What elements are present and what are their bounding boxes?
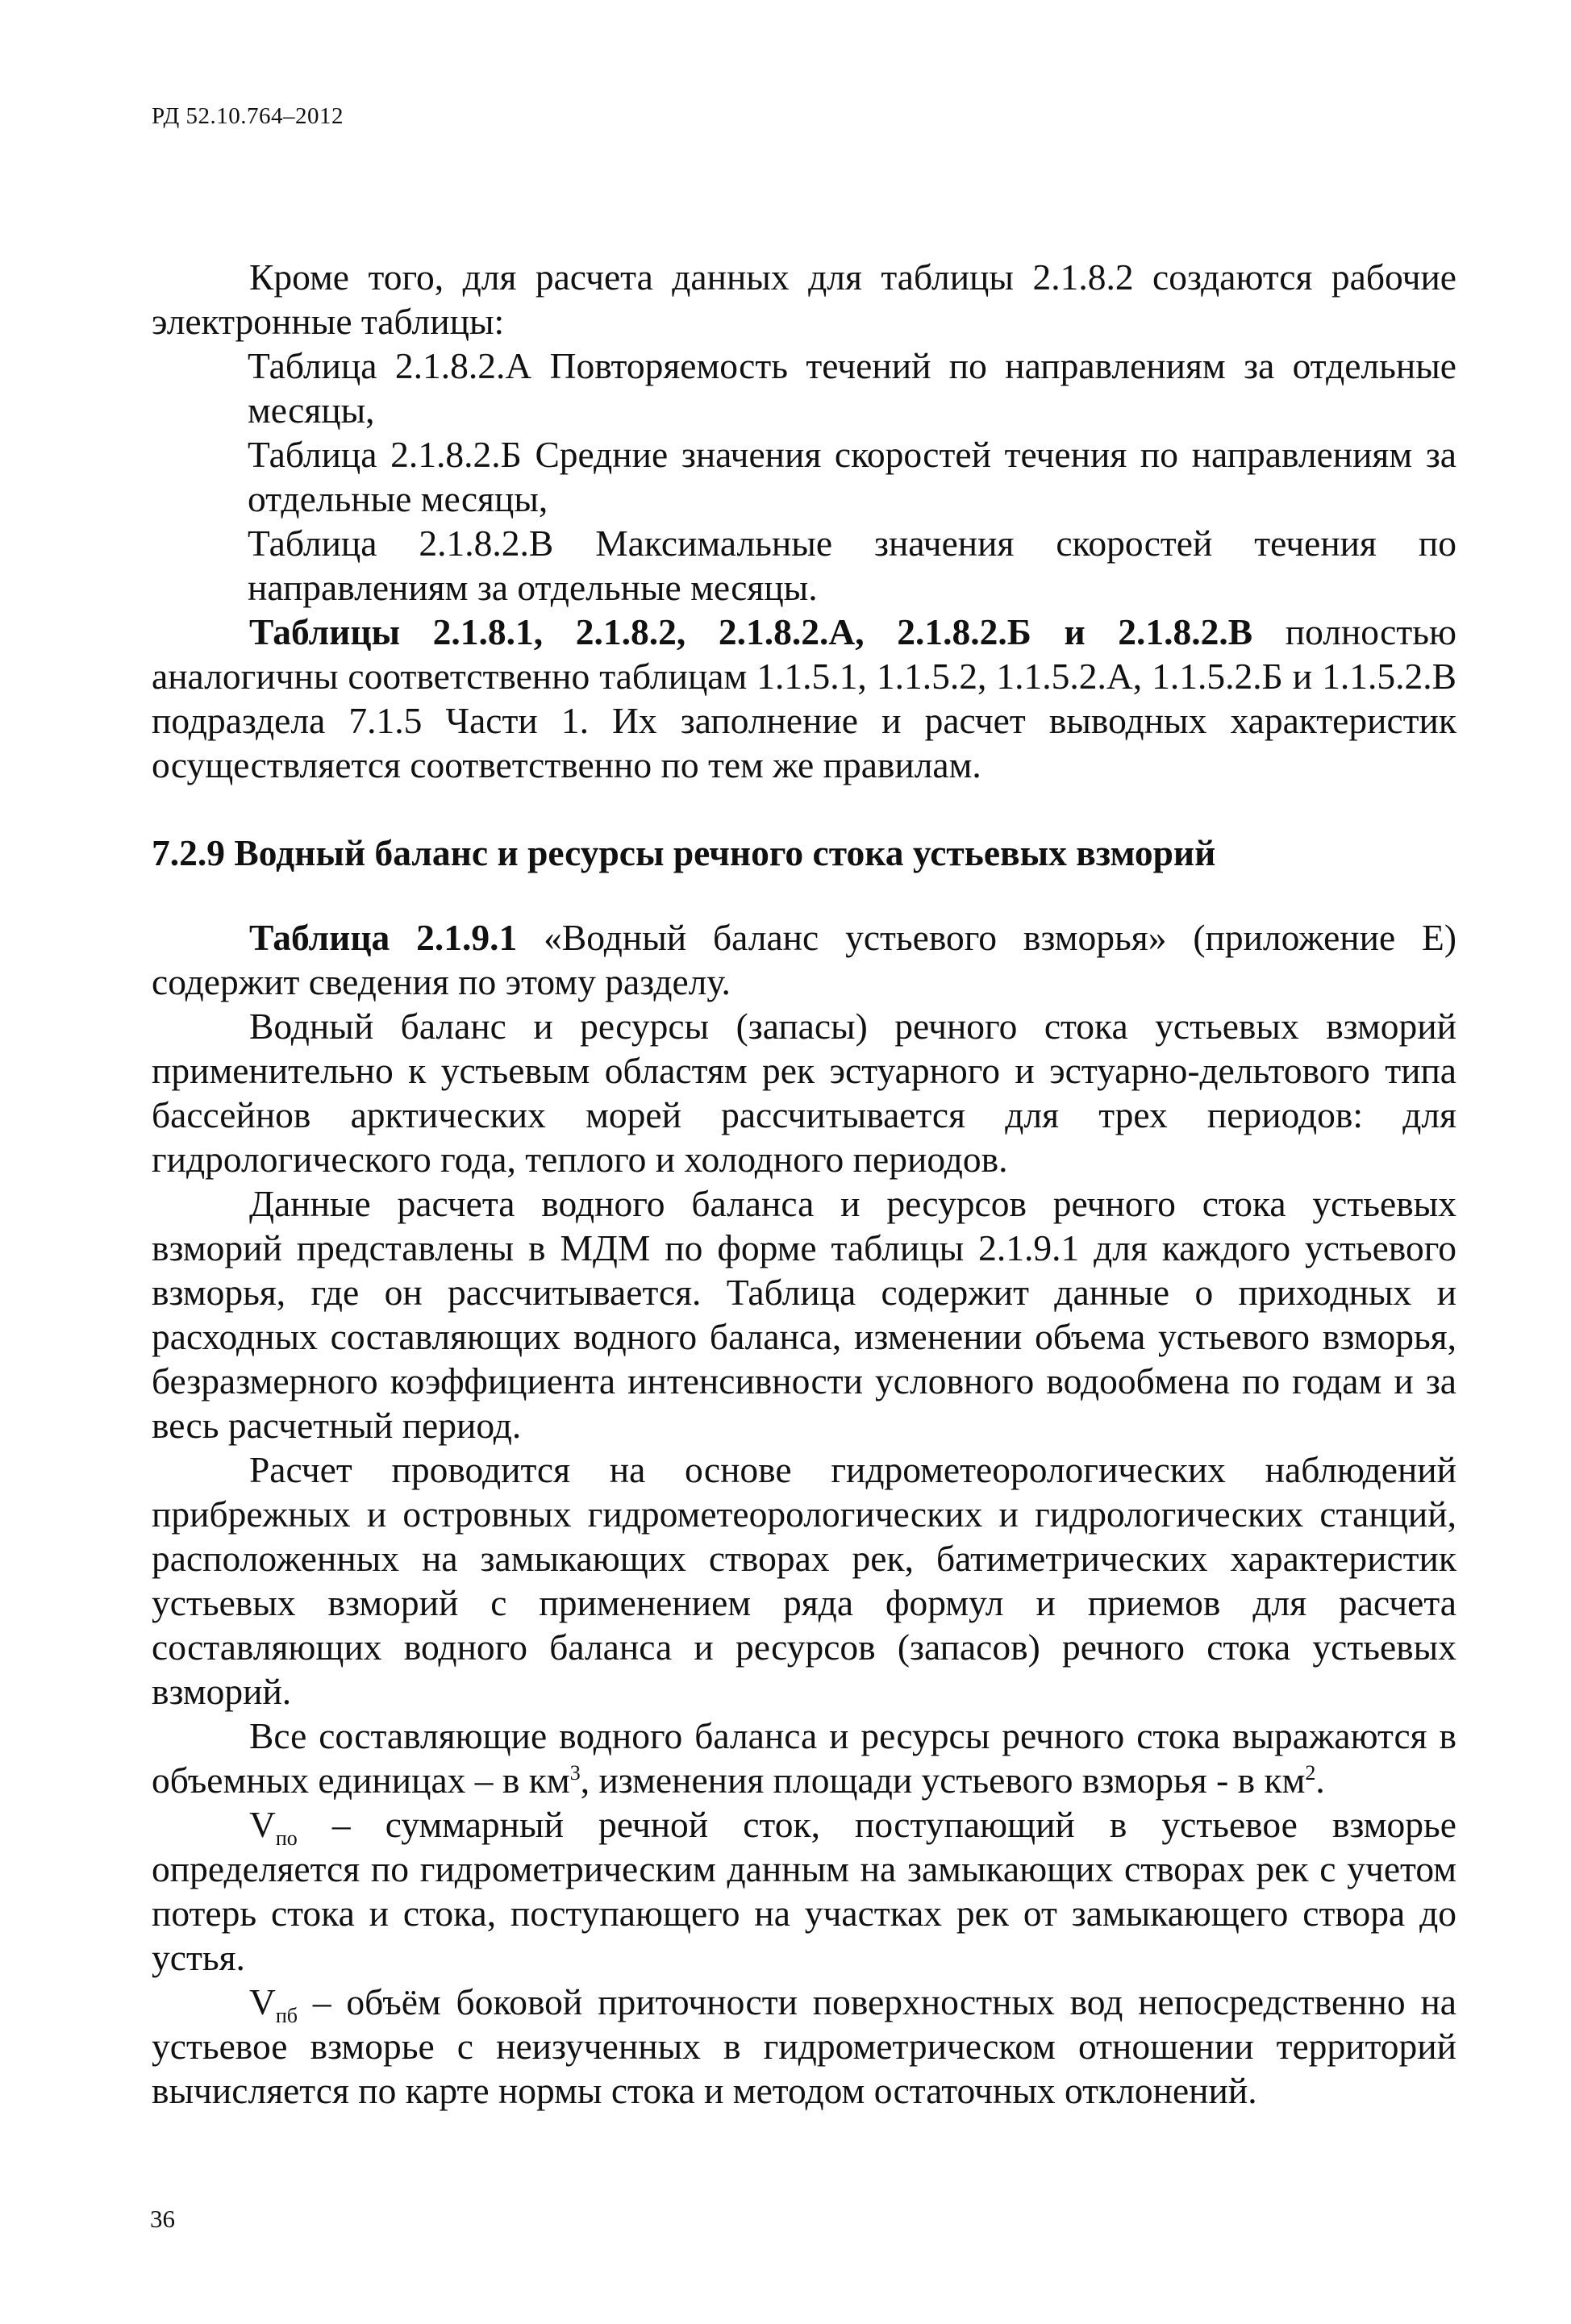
intro-paragraph: Кроме того, для расчета данных для таблицы 2.1.8.2 создаются рабочие электронные таблицы: <box>152 256 1456 342</box>
vpb-paragraph <box>152 1980 1456 2113</box>
section-intro-text: «Водный баланс устьевого взморья» (приложение Е) содержит сведения по этому разделу. <box>152 917 1456 1002</box>
units-sup-2: 2 <box>1305 1760 1316 1785</box>
units-text-c: . <box>1315 1760 1325 1801</box>
table-reference: Таблица 2.1.9.1 <box>249 917 518 958</box>
page-number: 36 <box>150 2205 175 2233</box>
section-intro-paragraph <box>152 915 1456 1004</box>
units-text-a: Все составляющие водного баланса и ресурсы речного стока выражаются в объемных единицах – в км <box>152 1715 1456 1801</box>
units-sup-3: 3 <box>569 1760 581 1785</box>
vpo-paragraph <box>152 1802 1456 1980</box>
calculation-basis-paragraph: Расчет проводится на основе гидрометеорологических наблюдений прибрежных и островных гидрометеорологических и гидрологических станций, расположенных на замыкающих створах рек, батиметрических характеристик устьевых взморий с применением ряда формул и приемов для расчета составляющих водного баланса и ресурсов (запасов) речного стока устьевых взморий. <box>152 1449 1456 1712</box>
water-balance-paragraph: Водный баланс и ресурсы (запасы) речного стока устьевых взморий применительно к устьевым областям рек эстуарного и эстуарно-дельтового типа бассейнов арктических морей рассчитывается для трех периодов: для гидрологического года, теплого и холодного периодов. <box>152 1006 1456 1180</box>
units-text-b: , изменения площади устьевого взморья - в км <box>580 1760 1306 1801</box>
tables-reference: Таблицы 2.1.8.1, 2.1.8.2, 2.1.8.2.А, 2.1.8.2.Б и 2.1.8.2.В <box>249 611 1253 652</box>
document-code: РД 52.10.764–2012 <box>152 103 344 129</box>
table-list-item-b: Таблица 2.1.8.2.Б Средние значения скоростей течения по направлениям за отдельные месяцы, <box>248 434 1456 519</box>
section-heading: 7.2.9 Водный баланс и ресурсы речного стока устьевых взморий <box>152 832 1216 873</box>
page-body <box>152 255 1456 2113</box>
units-paragraph <box>152 1714 1456 1802</box>
calculation-data-paragraph: Данные расчета водного баланса и ресурсов речного стока устьевых взморий представлены в МДМ по форме таблицы 2.1.9.1 для каждого устьевого взморья, где он рассчитывается. Таблица содержит данные о приходных и расходных составляющих водного баланса, изменении объема устьевого взморья, безразмерного коэффициента интенсивности условного водообмена по годам и за весь расчетный период. <box>152 1183 1456 1446</box>
tables-analogy-text: полностью аналогичны соответственно таблицам 1.1.5.1, 1.1.5.2, 1.1.5.2.А, 1.1.5.2.Б и 1.1.5.2.В подраздела 7.1.5 Части 1. Их заполнение и расчет выводных характеристик осуществляется соответственно по тем же правилам. <box>152 611 1456 785</box>
tables-analogy-paragraph <box>152 610 1456 787</box>
vpo-subscript: по <box>275 1826 298 1851</box>
vpo-text: – суммарный речной сток, поступающий в устьевое взморье определяется по гидрометрическим данным на замыкающих створах рек с учетом потерь стока и стока, поступающего на участках рек от замыкающего створа до устья. <box>152 1804 1456 1978</box>
vpb-text: – объём боковой приточности поверхностных вод непосредственно на устьевое взморье с неизученных в гидрометрическом отношении территорий вычисляется по карте нормы стока и методом остаточных отклонений. <box>152 1981 1456 2111</box>
vpo-symbol: V <box>249 1804 276 1845</box>
table-list-item-c: Таблица 2.1.8.2.В Максимальные значения скоростей течения по направлениям за отдельные месяцы. <box>248 523 1456 608</box>
vpb-subscript: пб <box>275 2004 298 2028</box>
table-list-item-a: Таблица 2.1.8.2.А Повторяемость течений по направлениям за отдельные месяцы, <box>248 345 1456 431</box>
vpb-symbol: V <box>249 1981 276 2022</box>
